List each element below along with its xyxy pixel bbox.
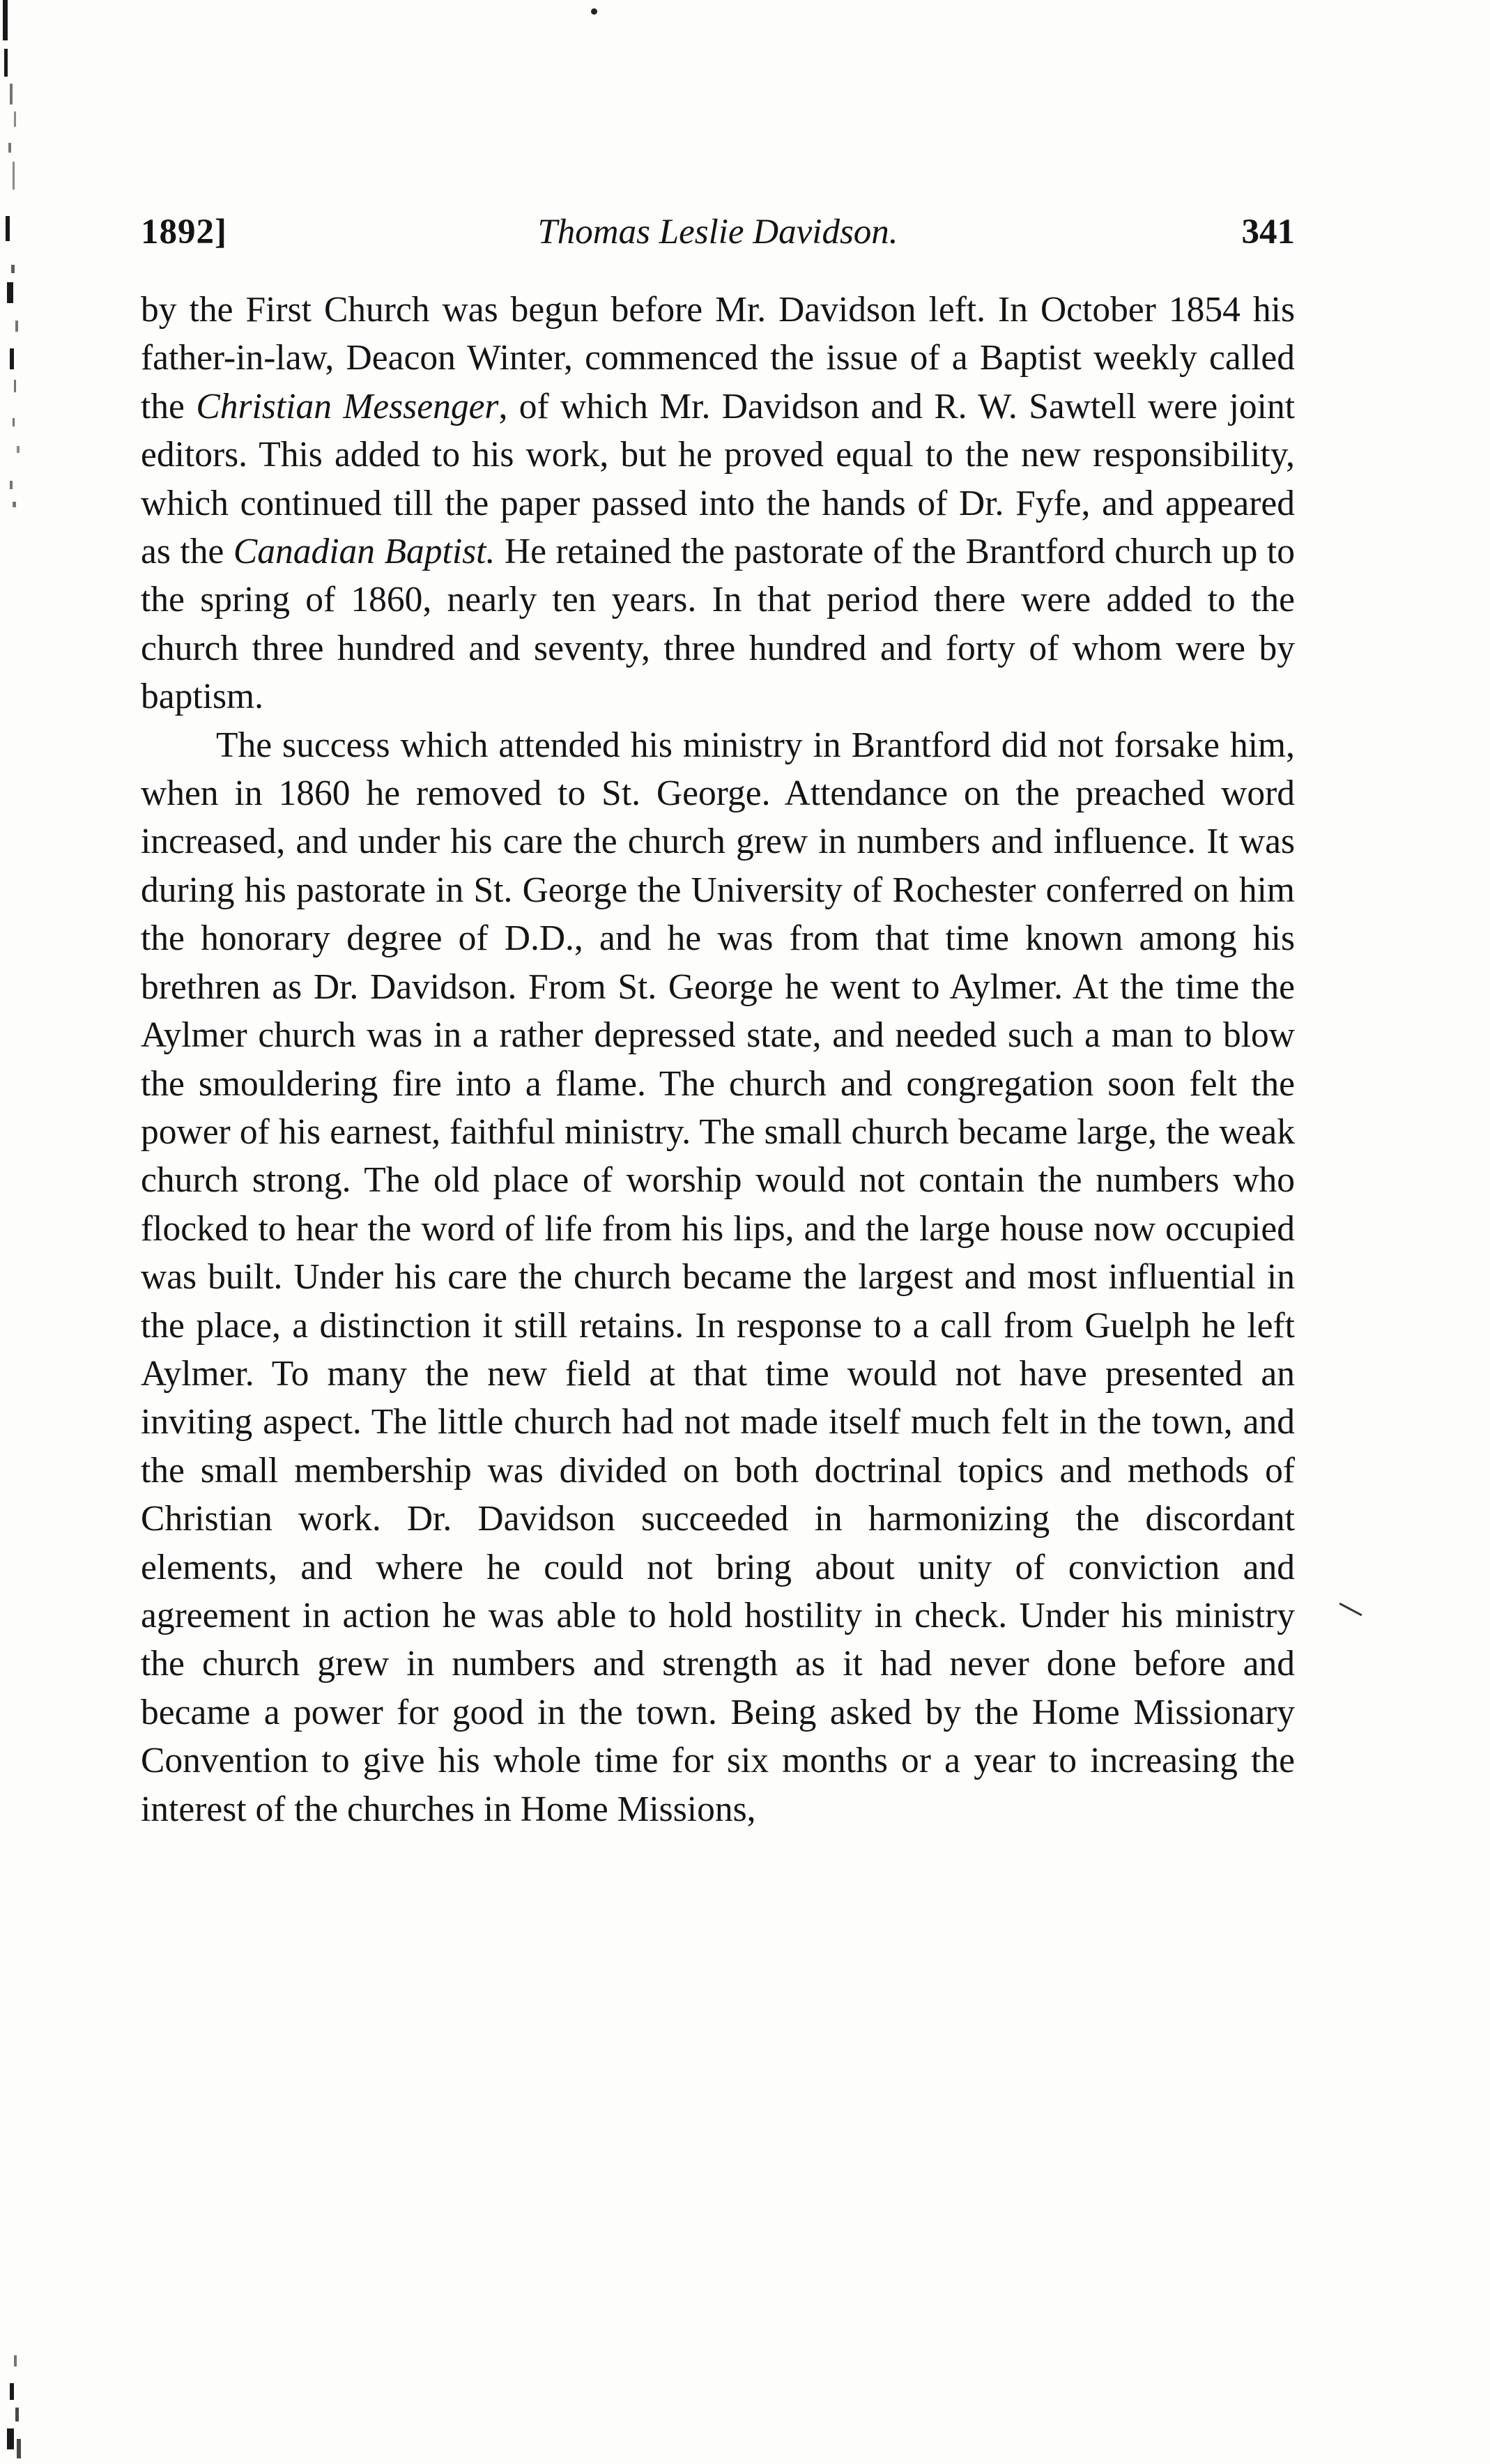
margin-tick-mark [1339, 1603, 1362, 1617]
paragraph-1-text-a: by the First Church was begun before Mr. Davidson left. In October 1854 his father-in-law, Deacon Winter, commenced the issue of a Baptist weekly called the [141, 290, 1295, 426]
page-number: 341 [1241, 213, 1295, 252]
body-text [141, 286, 1295, 1833]
paragraph-1-text-b: , of which Mr. Davidson and R. W. Sawtell were joint editors. This added to his work, but he proved equal to the new responsibility, which continued till the paper passed into the hands of Dr. Fyfe, and appeared as the [141, 386, 1295, 572]
paragraph-1-text-c: He retained the pastorate of the Brantford church up to the spring of 1860, nearly ten years. In that period there were added to the church three hundred and seventy, three hundred and forty of whom were by baptism. [141, 532, 1295, 717]
publication-title-christian-messenger: Christian Messenger [196, 386, 499, 426]
running-header [141, 208, 1295, 256]
print-speck [591, 8, 597, 15]
paragraph-2: The success which attended his ministry in Brantford did not forsake him, when in 1860 he removed to St. George. Attendance on the preached word increased, and under his care the church grew in numbers and influence. It was during his pastorate in St. George the University of Rochester conferred on him the honorary degree of D.D., and he was from that time known among his brethren as Dr. Davidson. From St. George he went to Aylmer. At the time the Aylmer church was in a rather depressed state, and needed such a man to blow the smouldering fire into a flame. The church and congregation soon felt the power of his earnest, faithful ministry. The small church became large, the weak church strong. The old place of worship would not contain the numbers who flocked to hear the word of life from his lips, and the large house now occupied was built. Under his care the church became the largest and most influential in the place, a distinction it still retains. In response to a call from Guelph he left Aylmer. To many the new field at that time would not have presented an inviting aspect. The little church had not made itself much felt in the town, and the small membership was divided on both doctrinal topics and methods of Christian work. Dr. Davidson succeeded in harmonizing the discordant elements, and where he could not bring about unity of conviction and agreement in action he was able to hold hostility in check. Under his ministry the church grew in numbers and strength as it had never done before and became a power for good in the town. Being asked by the Home Missionary Convention to give his whole time for six months or a year to increasing the interest of the churches in Home Missions, [141, 725, 1295, 1829]
paragraph-1 [141, 286, 1295, 721]
publication-title-canadian-baptist: Canadian Baptist. [233, 532, 496, 572]
header-year: 1892] [141, 213, 227, 252]
running-title: Thomas Leslie Davidson. [537, 213, 898, 252]
binding-edge-marks [0, 0, 31, 2464]
